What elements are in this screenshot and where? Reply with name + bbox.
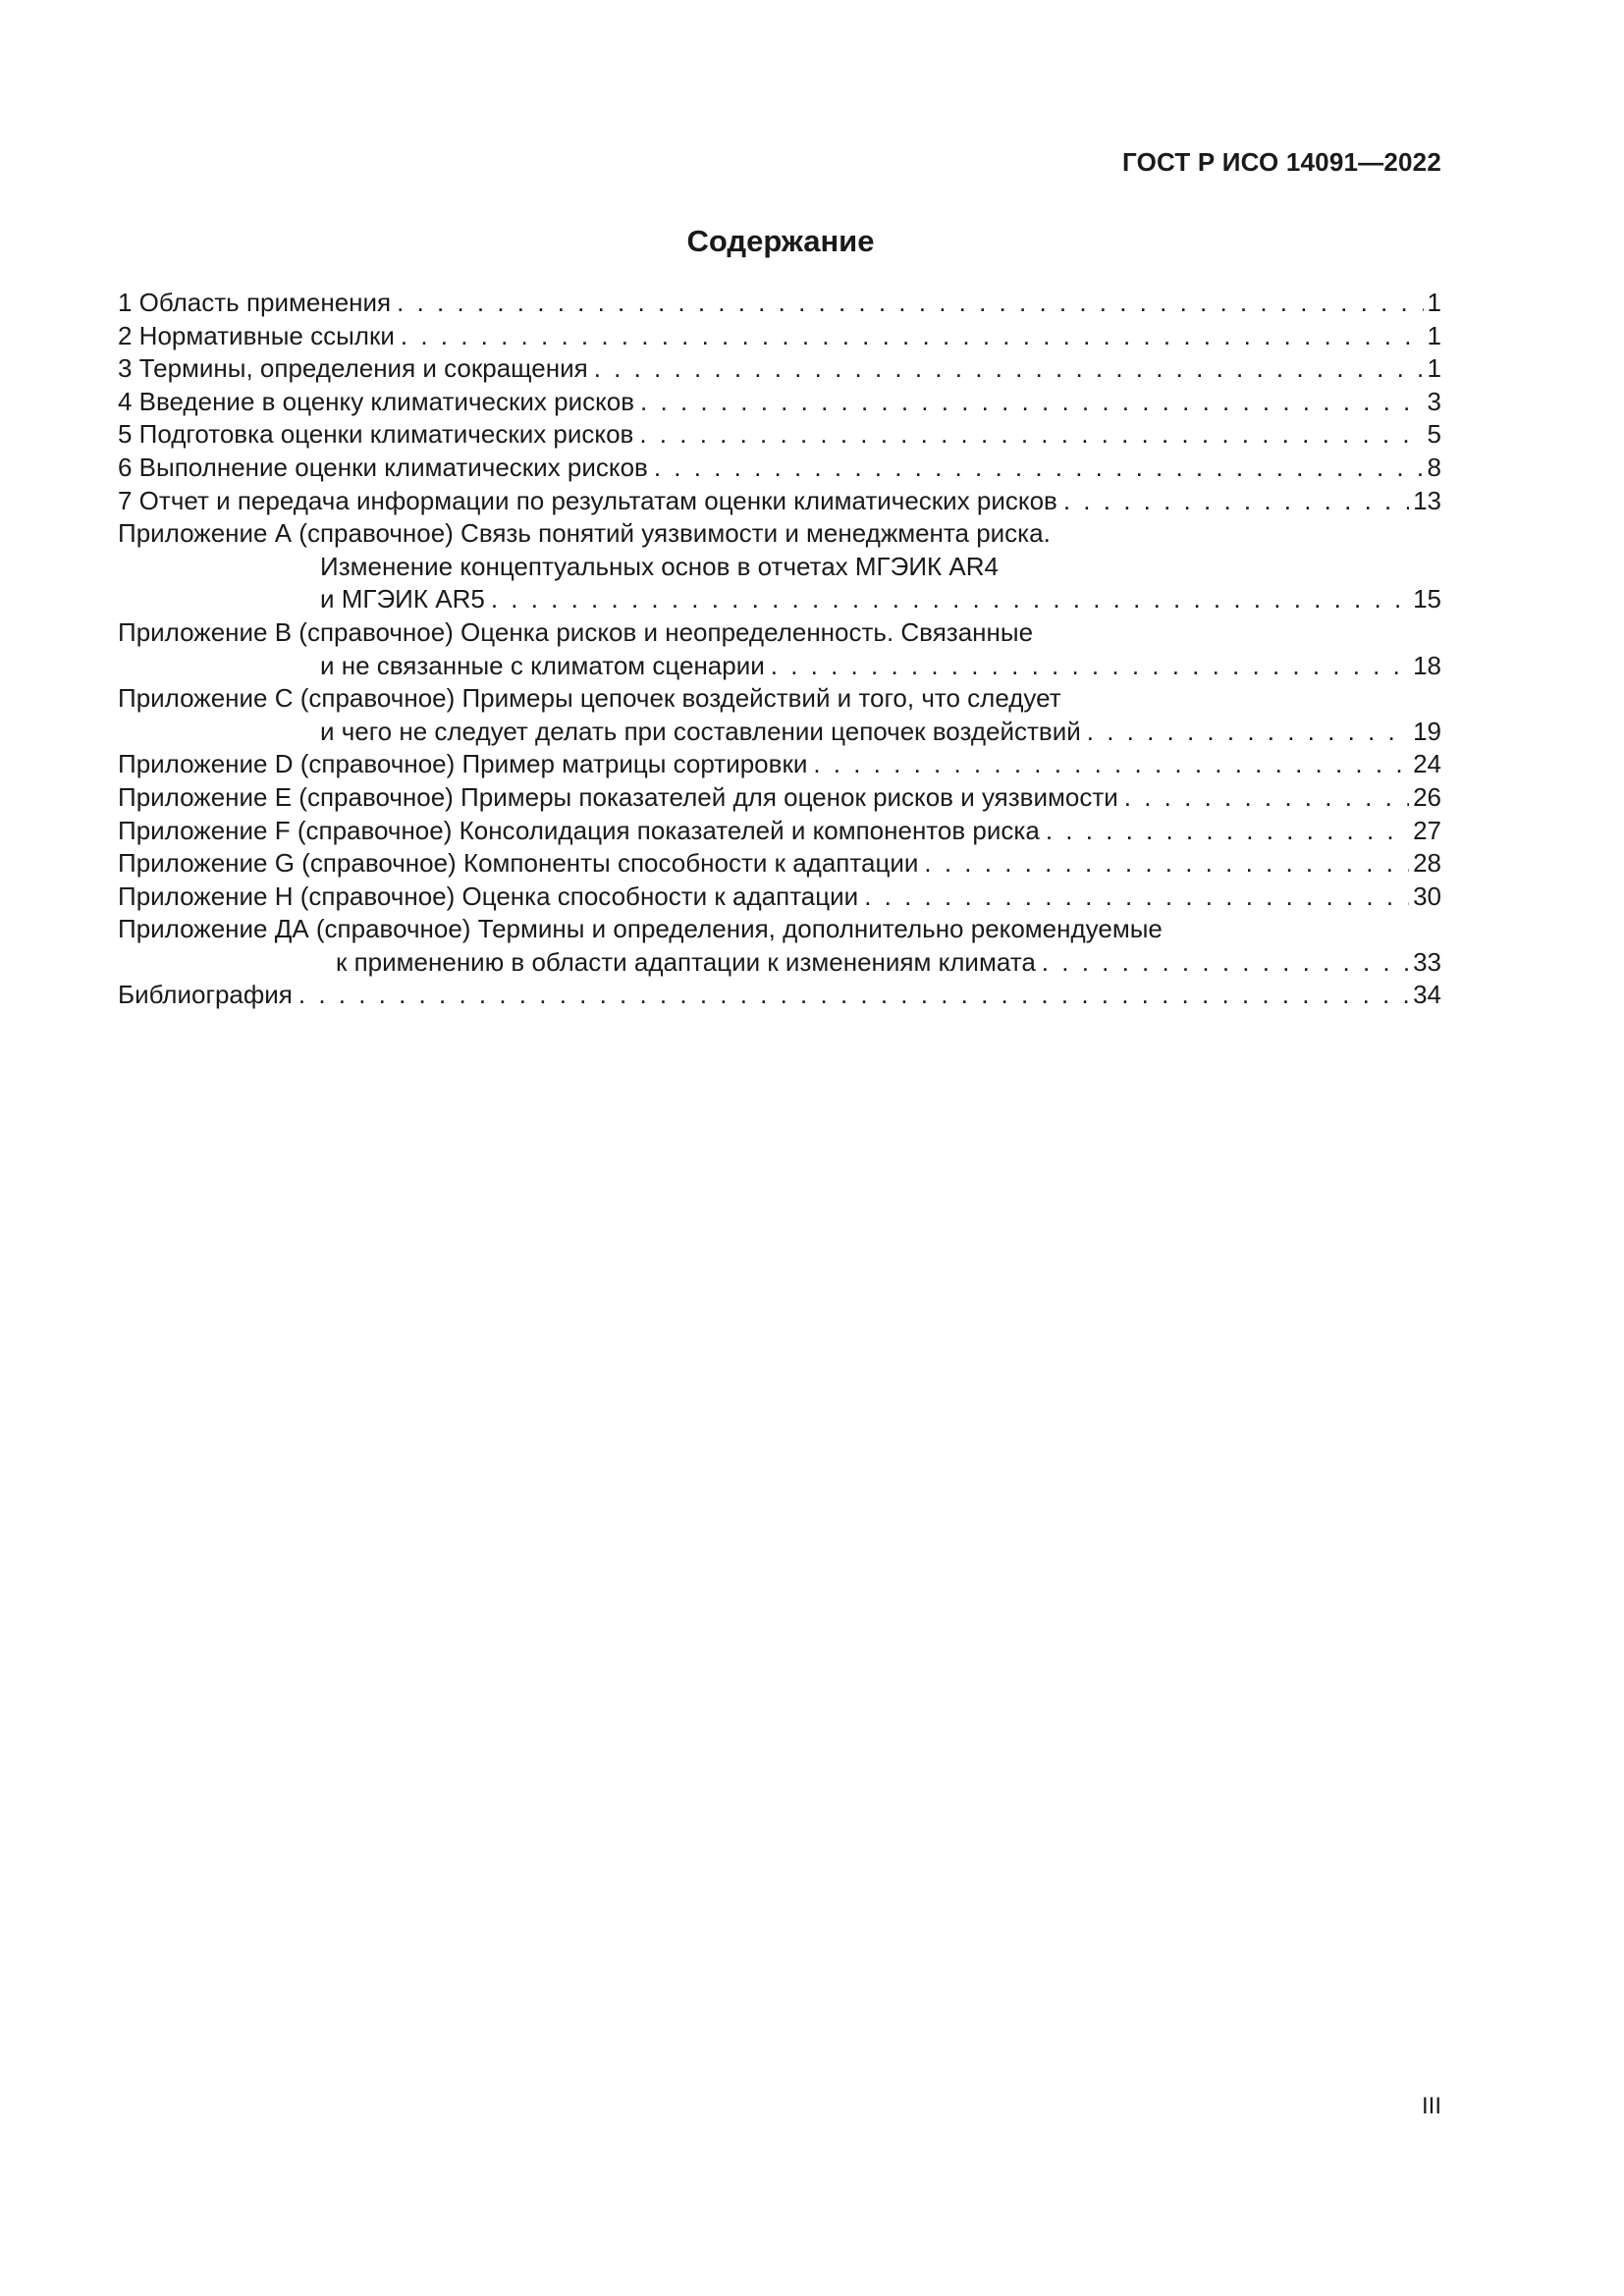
dot-leader <box>639 418 1423 452</box>
toc-entry-page: 34 <box>1413 980 1441 1010</box>
toc-entry-page: 1 <box>1427 288 1441 317</box>
toc-entry[interactable] <box>118 352 1441 386</box>
dot-leader <box>1042 946 1409 980</box>
toc-entry[interactable] <box>118 682 1441 748</box>
toc-entry-page: 13 <box>1413 485 1441 515</box>
toc-entry-page: 27 <box>1413 815 1441 845</box>
toc-entry-text: Приложение ДА (справочное) Термины и определения, дополнительно рекомендуемые <box>118 914 1163 944</box>
dot-leader <box>1087 716 1409 749</box>
toc-entry-text: и МГЭИК AR5 <box>320 584 485 614</box>
dot-leader <box>813 748 1409 781</box>
dot-leader <box>640 386 1423 419</box>
toc-entry-text: 4 Введение в оценку климатических рисков <box>118 386 635 416</box>
toc-entry-page: 3 <box>1427 386 1441 416</box>
toc-entry-text: Приложение А (справочное) Связь понятий уязвимости и менеджмента риска. <box>118 518 1051 549</box>
page-number: III <box>1421 2093 1441 2119</box>
toc-entry-text: Приложение Н (справочное) Оценка способности к адаптации <box>118 881 859 911</box>
toc-entry[interactable] <box>118 517 1441 616</box>
dot-leader <box>771 650 1409 683</box>
toc-entry-page: 24 <box>1413 749 1441 779</box>
toc-entry[interactable] <box>118 452 1441 485</box>
toc-entry[interactable] <box>118 287 1441 320</box>
toc-entry[interactable] <box>118 781 1441 815</box>
dot-leader <box>654 452 1424 485</box>
toc-entry-page: 5 <box>1427 419 1441 450</box>
dot-leader <box>594 352 1424 386</box>
toc-entry-page: 1 <box>1427 353 1441 384</box>
toc-entry-text: Библиография <box>118 980 293 1010</box>
dot-leader <box>1124 781 1409 815</box>
toc-entry[interactable] <box>118 979 1441 1012</box>
toc-title: Содержание <box>686 224 875 258</box>
toc-entry-page: 30 <box>1413 881 1441 911</box>
toc-entry-page: 1 <box>1427 320 1441 350</box>
toc-entry[interactable] <box>118 386 1441 419</box>
toc-entry-text: 6 Выполнение оценки климатических рисков <box>118 452 648 482</box>
toc-entry-page: 33 <box>1413 946 1441 977</box>
toc-entry-text: 7 Отчет и передача информации по результатам оценки климатических рисков <box>118 485 1057 515</box>
toc-entry-text: и чего не следует делать при составлении цепочек воздействий <box>320 716 1081 746</box>
toc-entry-text: Приложение D (справочное) Пример матрицы сортировки <box>118 749 808 779</box>
dot-leader <box>1046 815 1409 848</box>
toc-entry[interactable] <box>118 881 1441 914</box>
toc-entry-text: 3 Термины, определения и сокращения <box>118 353 588 384</box>
dot-leader <box>924 847 1409 881</box>
dot-leader <box>491 583 1409 616</box>
toc-entry-text: 2 Нормативные ссылки <box>118 320 395 350</box>
toc-entry-text: Приложение Е (справочное) Примеры показателей для оценок рисков и уязвимости <box>118 781 1118 812</box>
toc-entry-page: 15 <box>1413 584 1441 614</box>
toc-entry-page: 28 <box>1413 848 1441 879</box>
document-code: ГОСТ Р ИСО 14091—2022 <box>1121 147 1441 177</box>
toc-entry[interactable] <box>118 815 1441 848</box>
dot-leader <box>864 881 1409 914</box>
toc-entry-text: Приложение G (справочное) Компоненты способности к адаптации <box>118 848 919 879</box>
toc-entry[interactable] <box>118 616 1441 682</box>
toc-entry-page: 26 <box>1413 781 1441 812</box>
toc-entry[interactable] <box>118 485 1441 518</box>
toc-entry-text: Приложение В (справочное) Оценка рисков и неопределенность. Связанные <box>118 616 1034 647</box>
toc-entry-text: и не связанные с климатом сценарии <box>320 650 765 680</box>
dot-leader <box>1063 485 1409 518</box>
toc-entry[interactable] <box>118 748 1441 781</box>
dot-leader <box>401 320 1424 353</box>
toc-entry-text: Приложение F (справочное) Консолидация показателей и компонентов риска <box>118 815 1040 845</box>
toc-entry-page: 19 <box>1413 716 1441 746</box>
toc-entry-text: 5 Подготовка оценки климатических рисков <box>118 419 634 450</box>
toc-entry[interactable] <box>118 913 1441 979</box>
toc-entry-page: 18 <box>1413 650 1441 680</box>
toc-entry-text: к применению в области адаптации к изменениям климата <box>336 946 1036 977</box>
dot-leader <box>298 979 1409 1012</box>
toc-entry[interactable] <box>118 320 1441 353</box>
toc-entry-text: Приложение С (справочное) Примеры цепочек воздействий и того, что следует <box>118 683 1061 714</box>
table-of-contents <box>118 287 1441 1012</box>
toc-entry[interactable] <box>118 418 1441 452</box>
toc-entry-text: Изменение концептуальных основ в отчетах МГЭИК AR4 <box>320 551 999 581</box>
dot-leader <box>397 287 1423 320</box>
toc-entry-page: 8 <box>1427 452 1441 482</box>
toc-entry[interactable] <box>118 847 1441 881</box>
toc-entry-text: 1 Область применения <box>118 288 392 317</box>
